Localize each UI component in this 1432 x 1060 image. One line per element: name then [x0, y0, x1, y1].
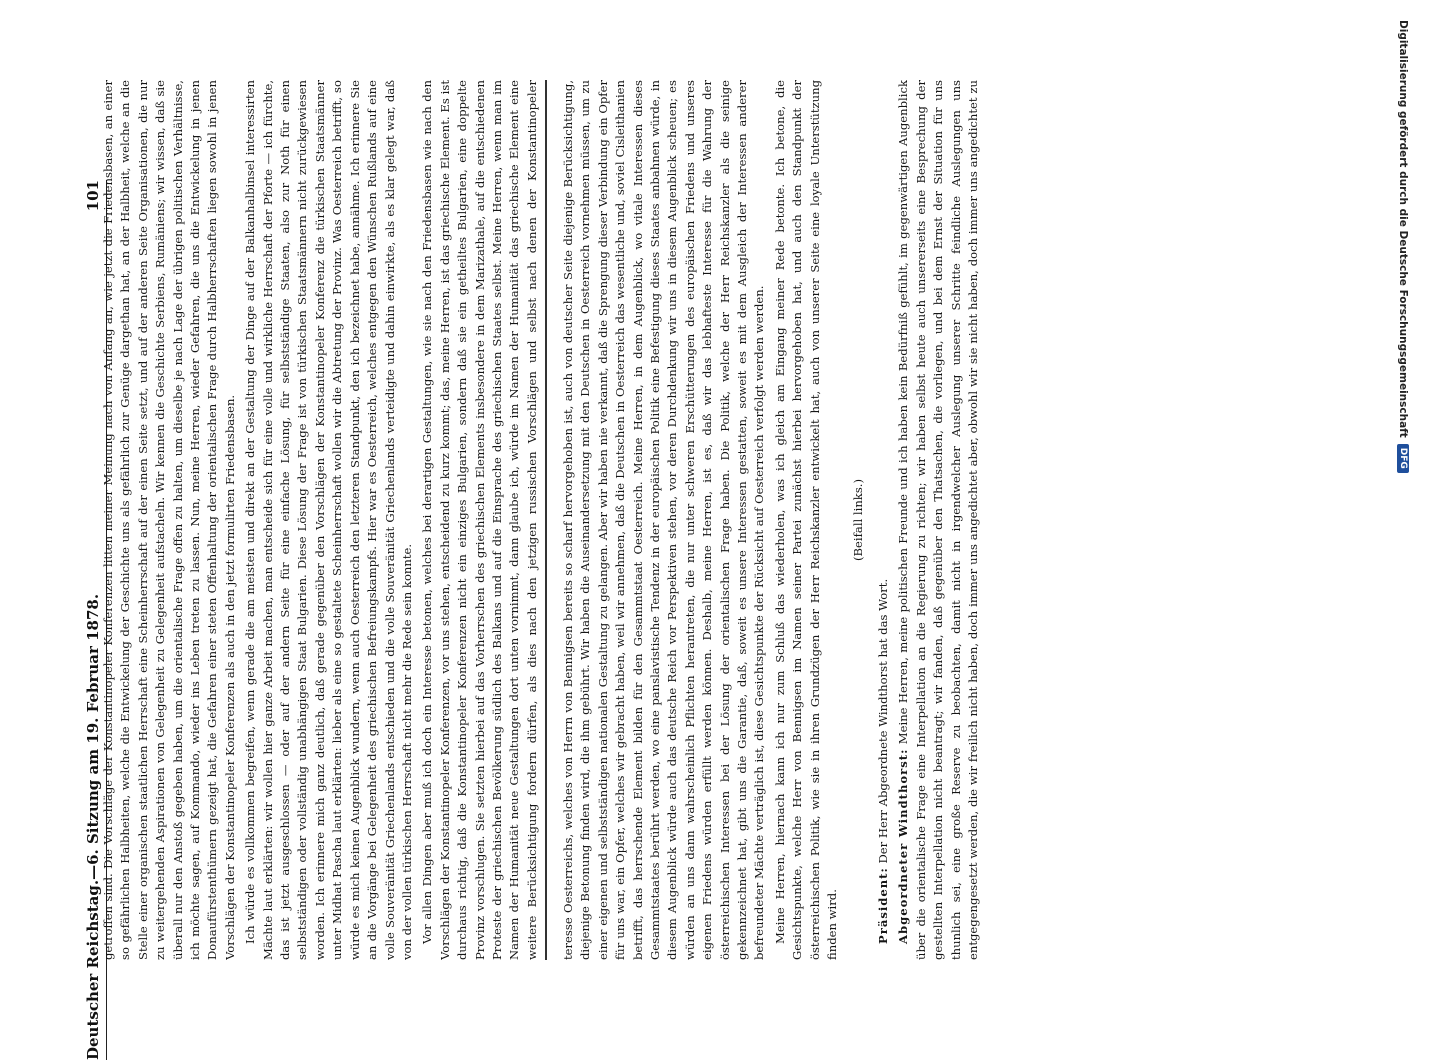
speaker-statement [895, 80, 980, 960]
right-paragraph-1: teresse Oesterreichs, welches von Herrn von Bennigsen bereits so scharf hervorgehoben ist, auch von deutscher Seite diejenige Berücksichtigung, diejenige Betonung finden wird, die ihm gebührt. Wir haben die Auseinandersetzung mit den Deutschen in Oesterreich vornehmen müssen, um zu einer eigenen und selbstständigen nationalen Gestaltung zu gelangen. Aber wir haben nie verkannt, daß die Sprengung dieser Verbindung ein Opfer für uns war, ein Opfer, welches wir gebracht haben, weil wir annehmen, daß die Deutschen in Oesterreich das wesentliche und, soviel Cisleithanien betrifft, das herrschende Element bilden für den Gesammtstaat Oesterreich. Meine Herren, in dem Augenblick, wo vitale Interessen dieses Gesammtstaates berührt werden, wo eine panslavistische Tendenz in der europäischen Politik eine Befestigung dieses Staates anbahnen würde, in diesem Augenblick würde auch das deutsche Reich vor Perspektiven stehen, vor deren Durchdenkung wir uns in diesem Augenblick scheuen; es würden an uns dann wahrscheinlich Pflichten herantreten, die nur unter schweren Erschütterungen des europäischen Friedens und unseres eigenen Friedens würden erfüllt werden können. Deshalb, meine Herren, ist es, daß wir das lebhafteste Interesse für die Wahrung der österreichischen Interessen bei der Lösung der orientalischen Frage haben. Die Politik, welche der Herr Reichskanzler als die seinige gekennzeichnet hat, gibt uns die Garantie, daß, soweit es unsere Interessen gestatten, soweit es mit dem Ausgleich der Interessen anderer befreundeter Mächte verträglich ist, diese Gesichtspunkte der Rücksicht auf Oesterreich verfolgt werden werden. [561, 80, 767, 960]
page-number: 101 [84, 180, 102, 212]
header-session: 6. Sitzung am 19. Februar 1878. [84, 593, 102, 865]
speaker-text: Meine Herren, meine politischen Freunde und ich haben kein Bedürfniß gefühlt, im gegenwärtigen Augenblick über die orientalische Frage eine Interpellation an die Regierung zu richten; wir haben selbst heute auch unsererseits eine Besprechung der gestellten Interpellation nicht beantragt; wir fanden, daß gegenüber den Thatsachen, die vorliegen, und bei dem Ernst der Situation für uns thunlich sei, eine große Reserve zu beobachten, damit nicht in irgendwelcher Auslegung unserer Schritte feindliche Auslegungen uns entgegengesetzt werden, die wir freilich nicht haben, doch immer uns angedichtet aber, obwohl wir sie nicht haben, doch immer uns angedichtet zu [896, 80, 980, 960]
left-paragraph-2: Ich würde es vollkommen begreifen, wenn gerade die am meisten und direkt an der Gestaltung der Dinge auf der Balkanhalbinsel interessirten Mächte laut erklärten: wir wollen hier ganze Arbeit machen, man entscheide sich für eine volle und wirkliche Herrschaft der Pforte — ich fürchte, das ist jetzt ausgeschlossen — oder auf der andern Seite für eine einfache Lösung, für selbstständige Staaten, also zur Noth für einen selbstständigen oder vollständig unabhängigen Staat Bulgarien. Diese Lösung der Frage ist von türkischen Staatsmännern nicht zurückgewiesen worden. Ich erinnere mich ganz deutlich, daß gerade gegenüber den Vorschlägen der Konstantinopeler Konferenz die türkischen Staatsmänner unter Midhat Pascha laut erklärten: lieber als eine so gestaltete Scheinherrschaft wollen wir die Abtretung der Provinz. Was Oesterreich betrifft, so würde es mich keinen Augenblick wundern, wenn auch Oesterreich den letzteren Standpunkt, den ich bezeichnet habe, annähme. Ich erinnere Sie an die Vorgänge bei Gelegenheit des griechischen Befreiungskampfs. Hier war es Oesterreich, welches entgegen den Wünschen Rußlands auf eine volle Souveränität Griechenlands entschieden und die volle Souveränität Griechenlands verteidigte und dahin einwirkte, als es klar gelegt war, daß von der vollen türkischen Herrschaft nicht mehr die Rede sein konnte. [243, 80, 414, 960]
left-column [100, 80, 540, 960]
president-statement [875, 80, 892, 960]
president-label: Präsident: [875, 867, 890, 944]
right-paragraph-2: Meine Herren, hiernach kann ich nur zum Schluß das wiederholen, was ich gleich am Eingang meiner Rede betonte. Ich betone, die Gesichtspunkte, welche Herr von Bennigsen im Namen seiner Partei zunächst hierbei hervorgehoben hat, und auch den Standpunkt der österreichischen Politik, wie sie in ihren Grundzügen der Herr Reichskanzler entwickelt hat, auch von unserer Seite eine loyale Unterstützung finden wird. [772, 80, 840, 960]
right-column [560, 80, 980, 960]
digitization-credit [1394, 20, 1412, 960]
left-paragraph-1: getroffen sind. Die Vorschläge der Konstantinopeler Konferenzen litten meiner Meinung nach von Anfang an, wie jetzt die Friedensbasen, an einer so gefährlichen Halbheiten, welche die Entwickelung der Geschichte uns als gefährlich zur Genüge dargethan hat, an der Halbheit, welche an die Stelle einer organischen staatlichen Herrschaft eine Scheinherrschaft auf der einen Seite setzt, und auf der anderen Seite Organisationen, die nur zu weitergehenden Aspirationen von Gelegenheit zu Gelegenheit aufstacheln. Wir kennen die Geschichte Serbiens, Rumäniens; wir wissen, daß sie überall nur den Anstoß gegeben haben, um die orientalische Frage offen zu halten, um dieselbe je nach Lage der übrigen politischen Verhältnisse, ich möchte sagen, auf Kommando, wieder ins Leben treten zu lassen. Nun, meine Herren, wieder Gefahren, die uns die Entwickelung in jenen Donaufürstenthümern gezeigt hat, die Gefahren einer steten Offenhaltung der orientalischen Frage durch Halbherrschaften liegen sowohl in jenen Vorschlägen der Konstantinopeler Konferenzen als auch in den jetzt formulirten Friedensbasen. [101, 80, 237, 960]
president-text: Der Herr Abgeordnete Windthorst hat das Wort. [875, 578, 890, 864]
speaker-label: Abgeordneter Windthorst: [896, 748, 911, 944]
credit-text: Digitalisierung gefördert durch die Deutsche Forschungsgemeinschaft [1397, 20, 1409, 438]
header-dash: — [84, 864, 102, 880]
left-paragraph-3: Vor allen Dingen aber muß ich doch ein Interesse betonen, welches bei derartigen Gestaltungen, wie sie nach den Friedensbasen wie nach den Vorschlägen der Konstantinopeler Konferenzen, vor uns stehen, entscheidend zu kurz kommt; das, meine Herren, ist das griechische Element. Es ist durchaus richtig, daß die Konstantinopeler Konferenzen nicht ein einziges Bulgarien, sondern daß sie ein getheiltes Bulgarien, eine doppelte Provinz vorschlugen. Sie setzten hierbei auf das Vorherrschen des griechischen Elements insbesondere in dem Marizathale, auf die entschiedenen Proteste der griechischen Bevölkerung südlich des Balkans und auf die Einsprache des griechischen Staates selbst. Meine Herren, wenn man im Namen der Humanität neue Gestaltungen dort unten vornimmt, dann glaube ich, würde im Namen der Humanität das griechische Element eine weitere Berücksichtigung fordern dürfen, als dies nach den jetzigen russischen Vorschlägen und selbst nach denen der Konstantinopeler [420, 80, 539, 960]
column-divider [545, 80, 547, 960]
header-left: Deutscher Reichstag. [84, 879, 102, 1060]
dfg-logo: DFG [1397, 444, 1409, 473]
applause-note: (Beifall links.) [850, 479, 865, 561]
